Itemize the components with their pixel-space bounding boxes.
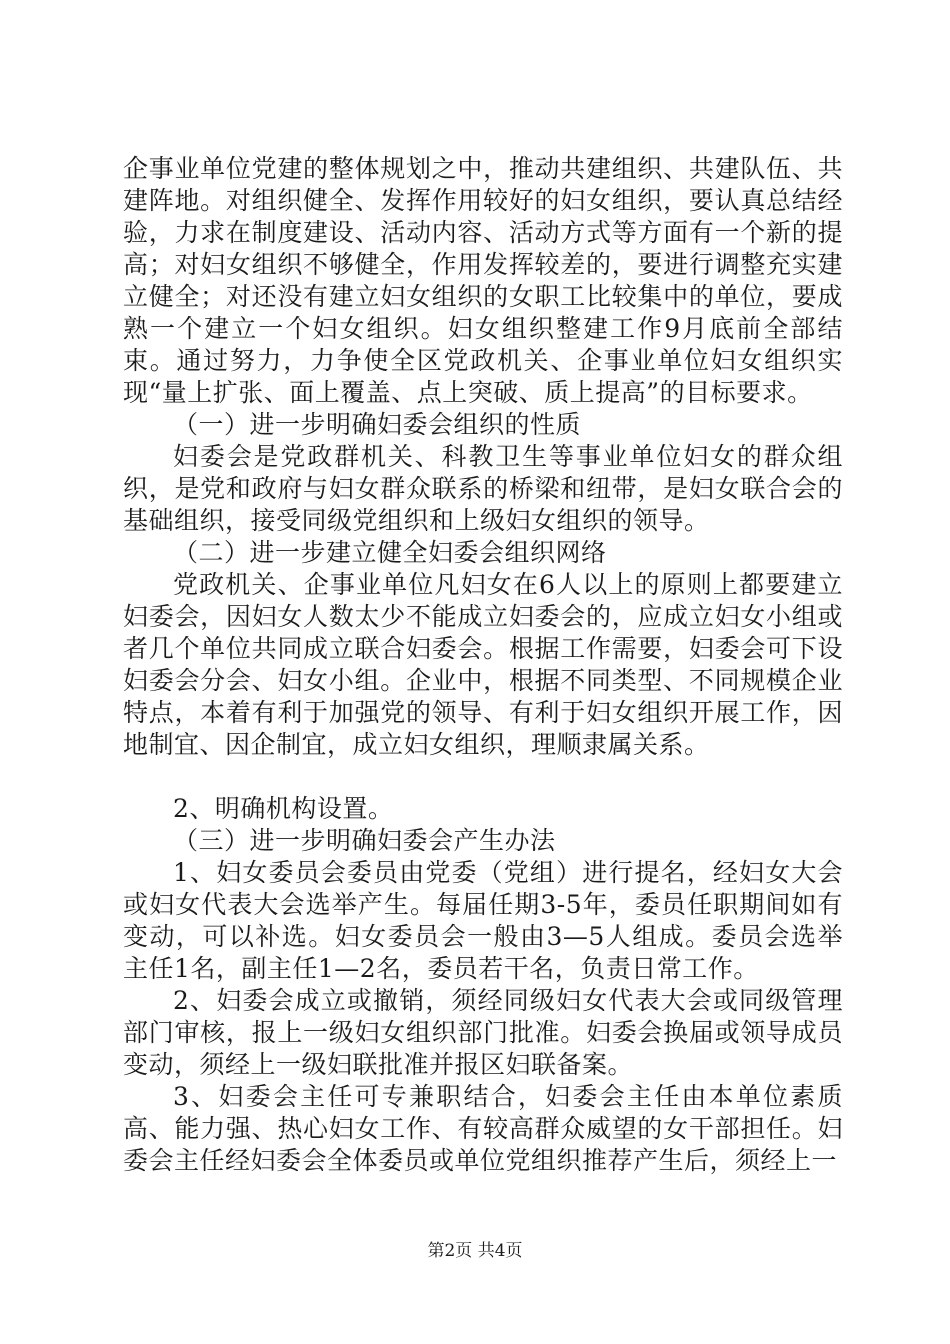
section-heading: （三）进一步明确妇委会产生办法 xyxy=(173,826,556,855)
body-paragraph: 2、妇委会成立或撤销，须经同级妇女代表大会或同级管理部门审核，报上一级妇女组织部门批准。妇委会换届或领导成员变动，须经上一级妇联批准并报区妇联备案。 xyxy=(123,986,843,1079)
section-heading: （一）进一步明确妇委会组织的性质 xyxy=(173,410,582,439)
body-paragraph: 3、妇委会主任可专兼职结合，妇委会主任由本单位素质高、能力强、热心妇女工作、有较高群众威望的女干部担任。妇委会主任经妇委会全体委员或单位党组织推荐产生后，须经上一 xyxy=(123,1082,843,1175)
section-heading: （二）进一步建立健全妇委会组织网络 xyxy=(173,538,607,567)
page-footer: 第2页 共4页 xyxy=(427,1241,523,1261)
body-paragraph: 2、明确机构设置。 xyxy=(173,794,394,823)
body-paragraph: 党政机关、企事业单位凡妇女在6人以上的原则上都要建立妇委会，因妇女人数太少不能成立妇委会的，应成立妇女小组或者几个单位共同成立联合妇委会。根据工作需要，妇委会可下设妇委会分会、妇女小组。企业中，根据不同类型、不同规模企业特点，本着有利于加强党的领导、有利于妇女组织开展工作，因地制宜、因企制宜，成立妇女组织，理顺隶属关系。 xyxy=(123,570,843,759)
document-body xyxy=(123,153,843,1177)
body-paragraph: 企事业单位党建的整体规划之中，推动共建组织、共建队伍、共建阵地。对组织健全、发挥作用较好的妇女组织，要认真总结经验，力求在制度建设、活动内容、活动方式等方面有一个新的提高；对妇女组织不够健全，作用发挥较差的，要进行调整充实建立健全；对还没有建立妇女组织的女职工比较集中的单位，要成熟一个建立一个妇女组织。妇女组织整建工作9月底前全部结束。通过努力，力争使全区党政机关、企事业单位妇女组织实现“量上扩张、面上覆盖、点上突破、质上提高”的目标要求。 xyxy=(123,154,843,407)
body-paragraph: 1、妇女委员会委员由党委（党组）进行提名，经妇女大会或妇女代表大会选举产生。每届任期3-5年，委员任职期间如有变动，可以补选。妇女委员会一般由3—5人组成。委员会选举主任1名，副主任1—2名，委员若干名，负责日常工作。 xyxy=(123,858,843,983)
body-paragraph: 妇委会是党政群机关、科教卫生等事业单位妇女的群众组织，是党和政府与妇女群众联系的桥梁和纽带，是妇女联合会的基础组织，接受同级党组织和上级妇女组织的领导。 xyxy=(123,442,843,535)
paragraph-gap xyxy=(123,761,843,793)
